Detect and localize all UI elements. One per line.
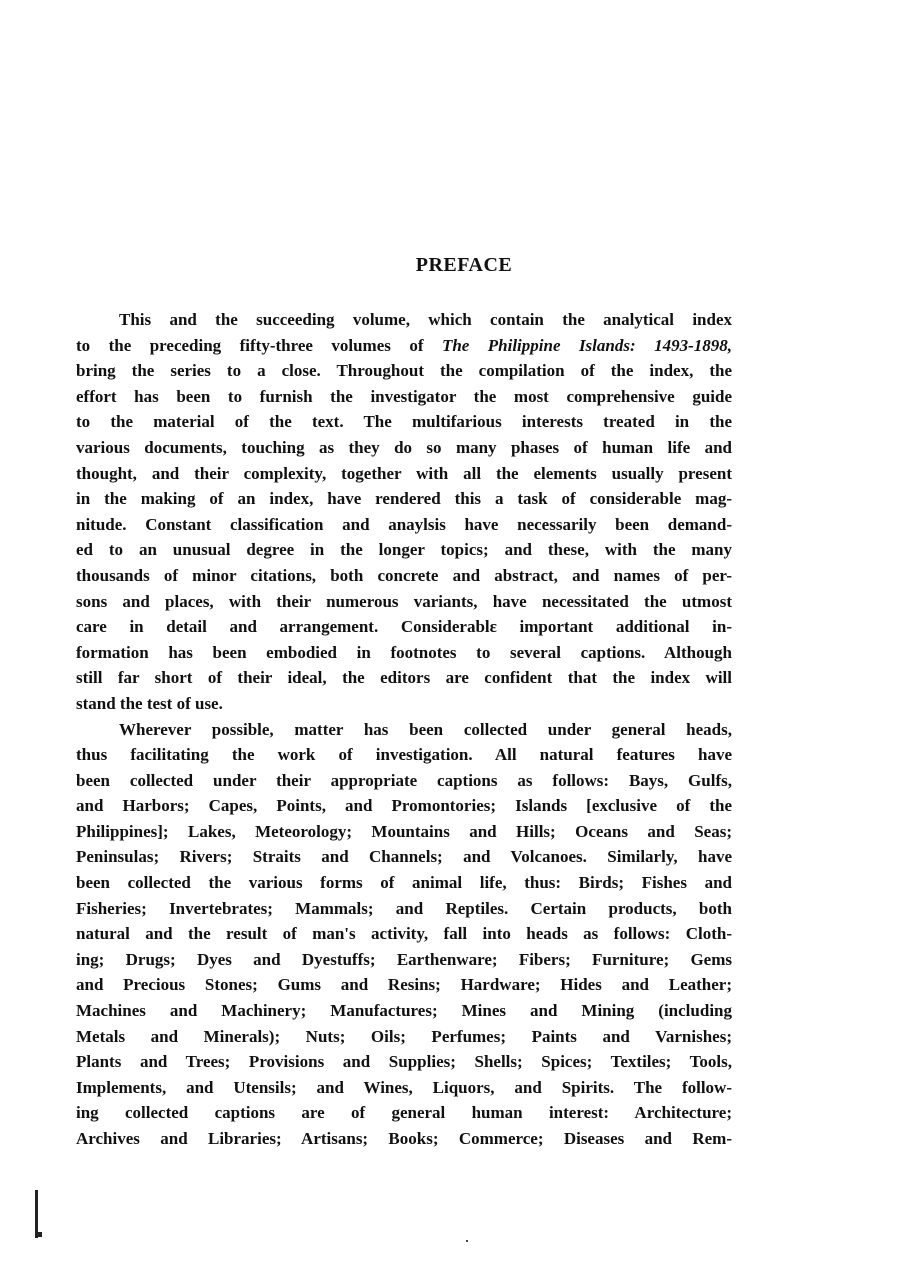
text-line: Implements, and Utensils; and Wines, Liquors, and Spirits. The follow- <box>76 1077 732 1097</box>
text-line: Machines and Machinery; Manufactures; Mines and Mining (including <box>76 1001 732 1021</box>
text-line-segment: to the preceding fifty-three volumes of <box>76 335 442 355</box>
text-line: Plants and Trees; Provisions and Supplies; Shells; Spices; Textiles; Tools, <box>76 1052 732 1072</box>
text-line: formation has been embodied in footnotes to several captions. Although <box>76 642 732 662</box>
text-line: nitude. Constant classification and anaylsis have necessarily been demand- <box>76 514 732 534</box>
text-line: Archives and Libraries; Artisans; Books; Commerce; Diseases and Rem- <box>76 1129 732 1148</box>
text-line: to the material of the text. The multifarious interests treated in the <box>76 412 732 432</box>
text-line: ing; Drugs; Dyes and Dyestuffs; Earthenware; Fibers; Furniture; Gems <box>76 949 732 969</box>
text-line: in the making of an index, have rendered this a task of considerable mag- <box>76 489 732 509</box>
margin-scan-mark-foot <box>35 1232 42 1237</box>
text-line: thus facilitating the work of investigation. All natural features have <box>76 745 732 765</box>
text-line: been collected under their appropriate captions as follows: Bays, Gulfs, <box>76 770 732 790</box>
text-line: effort has been to furnish the investigator the most comprehensive guide <box>76 386 732 406</box>
preface-text <box>76 307 732 1152</box>
text-line: ed to an unusual degree in the longer topics; and these, with the many <box>76 540 732 560</box>
margin-scan-mark <box>35 1190 38 1238</box>
text-line: been collected the various forms of animal life, thus: Birds; Fishes and <box>76 873 732 893</box>
text-line: Peninsulas; Rivers; Straits and Channels; and Volcanoes. Similarly, have <box>76 847 732 867</box>
book-title: The Philippine Islands: 1493-1898, <box>441 335 732 355</box>
text-line: Wherever possible, matter has been collected under general heads, <box>119 719 732 739</box>
page-heading: PREFACE <box>415 254 513 276</box>
text-line <box>76 333 732 359</box>
text-line: ing collected captions are of general human interest: Architecture; <box>76 1103 732 1123</box>
text-line: and Precious Stones; Gums and Resins; Hardware; Hides and Leather; <box>76 975 732 995</box>
text-line: bring the series to a close. Throughout the compilation of the index, the <box>76 361 732 381</box>
text-line: sons and places, with their numerous variants, have necessitated the utmost <box>76 591 732 611</box>
text-line: Metals and Minerals); Nuts; Oils; Perfumes; Paints and Varnishes; <box>76 1026 732 1046</box>
text-line: Philippines]; Lakes, Meteorology; Mountains and Hills; Oceans and Seas; <box>76 821 732 841</box>
text-line: natural and the result of man's activity, fall into heads as follows: Cloth- <box>76 924 732 944</box>
text-line: care in detail and arrangement. Considerablε important additional in- <box>76 617 732 637</box>
text-line: This and the succeeding volume, which contain the analytical index <box>119 310 732 329</box>
text-line: Fisheries; Invertebrates; Mammals; and Reptiles. Certain products, both <box>76 898 732 918</box>
text-line: and Harbors; Capes, Points, and Promontories; Islands [exclusive of the <box>76 796 732 816</box>
text-line: still far short of their ideal, the editors are confident that the index will <box>76 668 732 688</box>
scan-speck <box>466 1240 468 1242</box>
text-line: thousands of minor citations, both concrete and abstract, and names of per- <box>76 565 732 585</box>
text-line: thought, and their complexity, together with all the elements usually present <box>76 463 732 483</box>
text-line: various documents, touching as they do so many phases of human life and <box>76 437 732 457</box>
text-line: stand the test of use. <box>76 693 223 713</box>
